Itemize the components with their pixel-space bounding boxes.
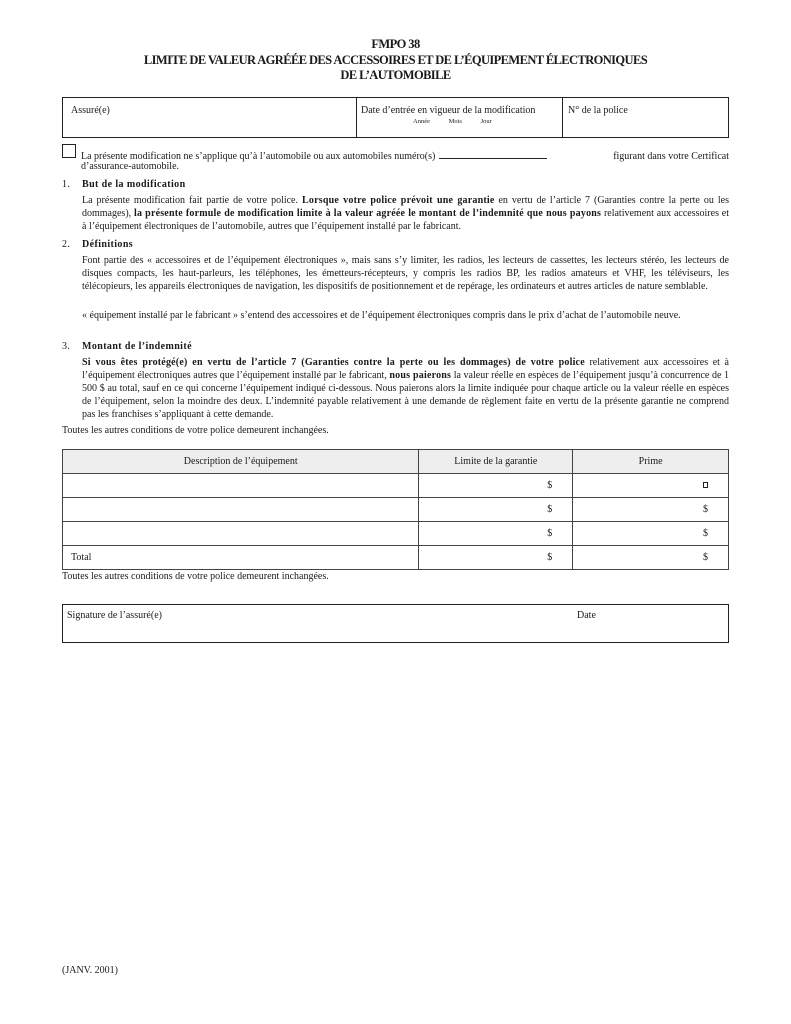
form-title-line1: LIMITE DE VALEUR AGRÉÉE DES ACCESSOIRES ET DE L’ÉQUIPEMENT ÉLECTRONIQUES (143, 53, 648, 67)
policy-number-field[interactable] (563, 98, 728, 137)
table-row (63, 474, 729, 498)
currency-symbol: $ (547, 503, 553, 515)
section-1-text-b: en vertu de l’article 7 (Garanties contre la perte ou les dommages), (82, 195, 729, 220)
square-glyph-icon (703, 482, 708, 488)
section-1-title: But de la modification (82, 179, 186, 190)
month-label: Mois (448, 118, 462, 125)
section-2-number: 2. (62, 239, 71, 250)
year-label: Année (413, 118, 430, 125)
edition-date: (JANV. 2001) (62, 965, 118, 976)
date-sublabels (413, 118, 509, 127)
limit-cell[interactable] (419, 522, 573, 546)
signature-box[interactable] (62, 604, 729, 643)
policy-number-label: N° de la police (568, 105, 628, 116)
currency-symbol: $ (703, 503, 708, 515)
section-2-paragraph-1: Font partie des « accessoires et de l’équipement électroniques », mais sans s’y limiter, les radios, les lecteurs de cassettes, les lecteurs stéréo, les lecteurs de disques compacts, les haut-parleurs, les téléphones, les émetteurs-récepteurs, y compris les radios BP, les radios amateurs et VHF, les téléviseurs, les télécopieurs, les appareils électroniques de navigation, les dispositifs de positionnement et de repérage, les ordinateurs et autres articles de nature semblable. (82, 255, 729, 293)
section-2-heading (62, 238, 134, 251)
section-1-number: 1. (62, 179, 71, 190)
section-3-text-a: relativement aux accessoires et à l’équipement électroniques autres que l’équipement installé par le fabricant, (82, 357, 729, 382)
section-1-bold-b: la présente formule de modification limite à la valeur agréée le montant de l’indemnité que nous payons (133, 208, 602, 220)
section-3-title: Montant de l’indemnité (82, 341, 192, 352)
conditions-text-1: Toutes les autres conditions de votre police demeurent inchangées. (62, 425, 329, 436)
header-description: Description de l’équipement (63, 450, 419, 474)
date-label: Date (577, 610, 596, 621)
currency-symbol: $ (703, 527, 708, 539)
header-premium: Prime (573, 450, 729, 474)
applicability-text-line2: d’assurance-automobile. (81, 161, 180, 172)
effective-date-field[interactable] (357, 98, 563, 137)
day-label: Jour (480, 118, 492, 125)
section-1-text-a: La présente modification fait partie de votre police. (82, 195, 303, 206)
table-total-row (63, 546, 729, 570)
table-header-row (63, 450, 729, 474)
description-cell[interactable] (63, 498, 419, 522)
section-3-number: 3. (62, 341, 71, 352)
section-1-paragraph (82, 194, 729, 233)
section-3-bold-a: Si vous êtes protégé(e) en vertu de l’article 7 (Garanties contre la perte ou les dommages) de votre police (82, 357, 585, 368)
section-1-heading (62, 178, 186, 191)
premium-cell[interactable] (573, 522, 729, 546)
limit-cell[interactable] (419, 474, 573, 498)
table-row (63, 522, 729, 546)
table-row (63, 498, 729, 522)
insured-label: Assuré(e) (71, 105, 110, 116)
premium-cell[interactable] (573, 498, 729, 522)
section-1-text-c: relativement aux accessoires et à l’équipement électroniques de l’automobile, autres que l’équipement installé par le fabricant. (82, 208, 730, 233)
limit-cell[interactable] (419, 498, 573, 522)
applicability-text-before: La présente modification ne s’applique qu’à l’automobile ou aux automobiles numéro(s) (81, 151, 436, 162)
conditions-text-2: Toutes les autres conditions de votre police demeurent inchangées. (62, 571, 329, 582)
signature-label: Signature de l’assuré(e) (67, 610, 162, 621)
description-cell[interactable] (63, 474, 419, 498)
section-2-paragraph-2: « équipement installé par le fabricant » s’entend des accessoires et de l’équipement électroniques compris dans le prix d’achat de l’automobile neuve. (82, 310, 681, 321)
section-3-text-b: la valeur réelle en espèces de l’équipement jusqu’à concurrence de 1 500 $ au total, sauf en ce qui concerne l’équipement indiqué ci-dessous. Nous paierons alors la limite indiquée pour chaque article ou la valeur réelle en espèces de l’équipement, selon la moindre des deux. L’indemnité payable relativement à une demande de règlement faite en vertu de la présente garantie ne comprend pas les franchises s’appliquant à cette demande. (82, 370, 729, 421)
applicability-checkbox[interactable] (62, 144, 76, 158)
total-limit-cell[interactable] (419, 546, 573, 570)
vehicle-number-blank[interactable] (439, 151, 547, 159)
form-code: FMPO 38 (371, 37, 420, 51)
description-cell[interactable] (63, 522, 419, 546)
total-premium-cell[interactable] (573, 546, 729, 570)
insured-field[interactable] (63, 98, 357, 137)
section-3-heading (62, 340, 192, 353)
form-title-line2: DE L’AUTOMOBILE (340, 68, 451, 82)
policy-info-box (62, 97, 729, 138)
section-2-title: Définitions (82, 239, 134, 250)
applicability-text (81, 150, 729, 172)
currency-symbol: $ (547, 479, 553, 491)
currency-symbol: $ (547, 527, 553, 539)
section-3-paragraph (82, 356, 729, 421)
section-1-bold-a: Lorsque votre police prévoit une garantie (302, 195, 495, 206)
total-label: Total (63, 546, 419, 570)
equipment-table (62, 449, 729, 570)
header-limit: Limite de la garantie (419, 450, 573, 474)
premium-cell[interactable] (573, 474, 729, 498)
currency-symbol: $ (703, 551, 708, 563)
applicability-text-after: figurant dans votre Certificat (613, 151, 729, 162)
currency-symbol: $ (547, 551, 553, 563)
effective-date-label: Date d’entrée en vigueur de la modification (361, 105, 536, 116)
section-3-bold-b: nous paierons (389, 370, 452, 382)
